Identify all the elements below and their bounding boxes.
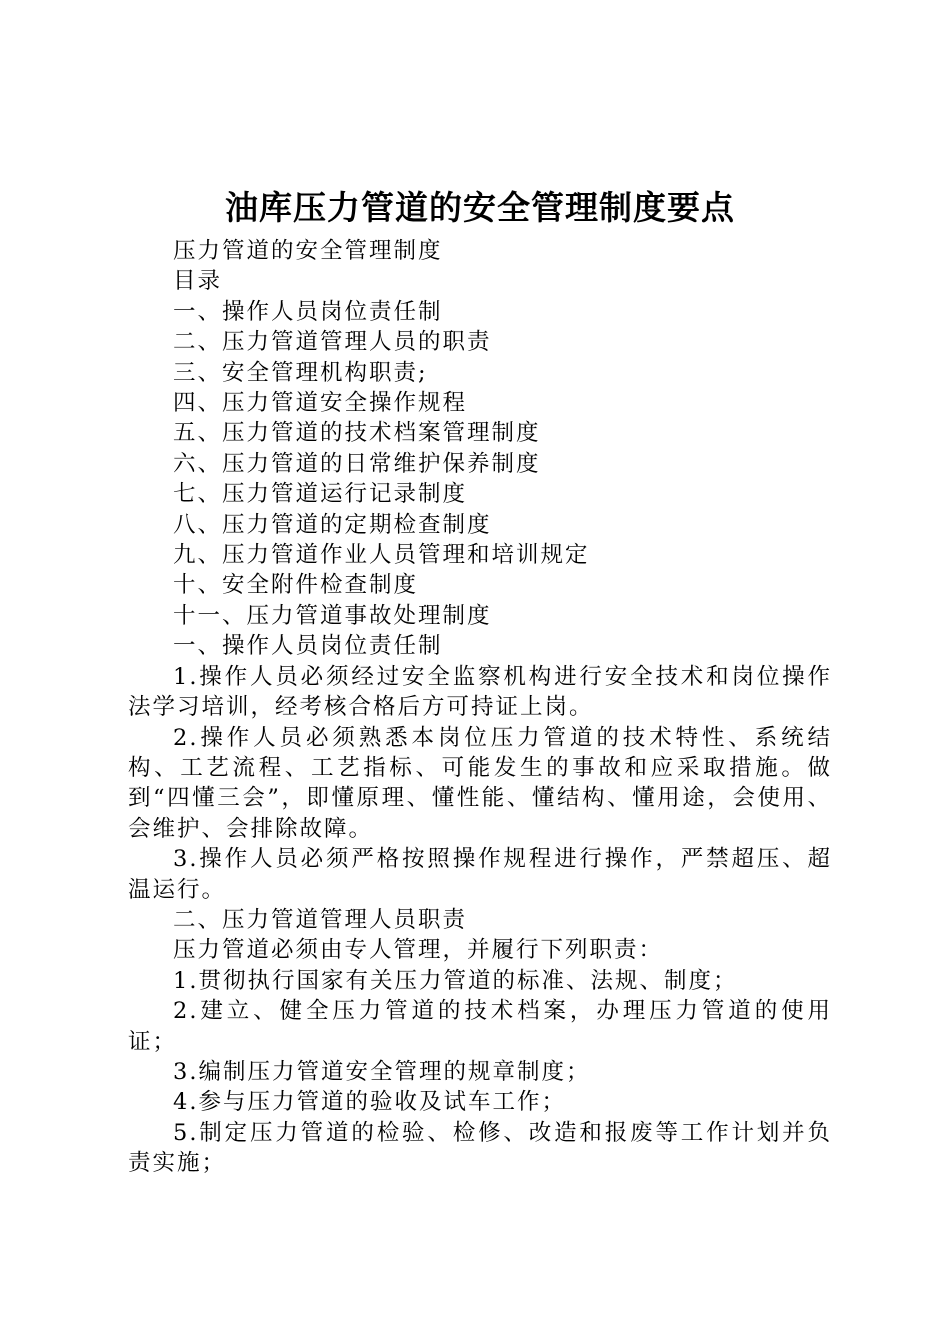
- paragraph: 3.操作人员必须严格按照操作规程进行操作，严禁超压、超温运行。: [128, 846, 832, 903]
- toc-item: 八、压力管道的定期检查制度: [173, 511, 492, 538]
- paragraph: 2.操作人员必须熟悉本岗位压力管道的技术特性、系统结构、工艺流程、工艺指标、可能发生的事故和应采取措施。做到“四懂三会”，即懂原理、懂性能、懂结构、懂用途，会使用、会维护、会排除故障。: [128, 724, 832, 842]
- document-title: 油库压力管道的安全管理制度要点: [225, 188, 735, 227]
- toc-item: 五、压力管道的技术档案管理制度: [173, 420, 541, 447]
- toc-item: 一、操作人员岗位责任制: [173, 298, 443, 325]
- toc-item: 二、压力管道管理人员的职责: [173, 329, 492, 356]
- document-page: [128, 186, 832, 1179]
- toc-item: 十、安全附件检查制度: [173, 572, 419, 599]
- toc-item: 六、压力管道的日常维护保养制度: [173, 450, 541, 477]
- toc-item: 三、安全管理机构职责;: [173, 359, 428, 386]
- toc-item: 十一、压力管道事故处理制度: [173, 602, 492, 629]
- paragraph: 目录: [173, 268, 223, 295]
- section-heading: 二、压力管道管理人员职责: [173, 906, 468, 933]
- paragraph: 2.建立、健全压力管道的技术档案，办理压力管道的使用证；: [128, 998, 832, 1055]
- document-body: [128, 236, 832, 1179]
- paragraph: 3.编制压力管道安全管理的规章制度；: [173, 1058, 591, 1085]
- paragraph: 1.操作人员必须经过安全监察机构进行安全技术和岗位操作法学习培训，经考核合格后方可持证上岗。: [128, 663, 832, 721]
- toc-item: 七、压力管道运行记录制度: [173, 481, 468, 508]
- section-heading: 一、操作人员岗位责任制: [173, 633, 443, 660]
- paragraph: 5.制定压力管道的检验、检修、改造和报废等工作计划并负责实施；: [128, 1119, 832, 1177]
- paragraph: 4.参与压力管道的验收及试车工作；: [173, 1089, 566, 1116]
- paragraph: 压力管道的安全管理制度: [173, 238, 443, 264]
- toc-item: 四、压力管道安全操作规程: [173, 390, 468, 417]
- paragraph: 1.贯彻执行国家有关压力管道的标准、法规、制度；: [173, 967, 738, 994]
- toc-item: 九、压力管道作业人员管理和培训规定: [173, 542, 590, 569]
- paragraph: 压力管道必须由专人管理，并履行下列职责：: [173, 937, 664, 964]
